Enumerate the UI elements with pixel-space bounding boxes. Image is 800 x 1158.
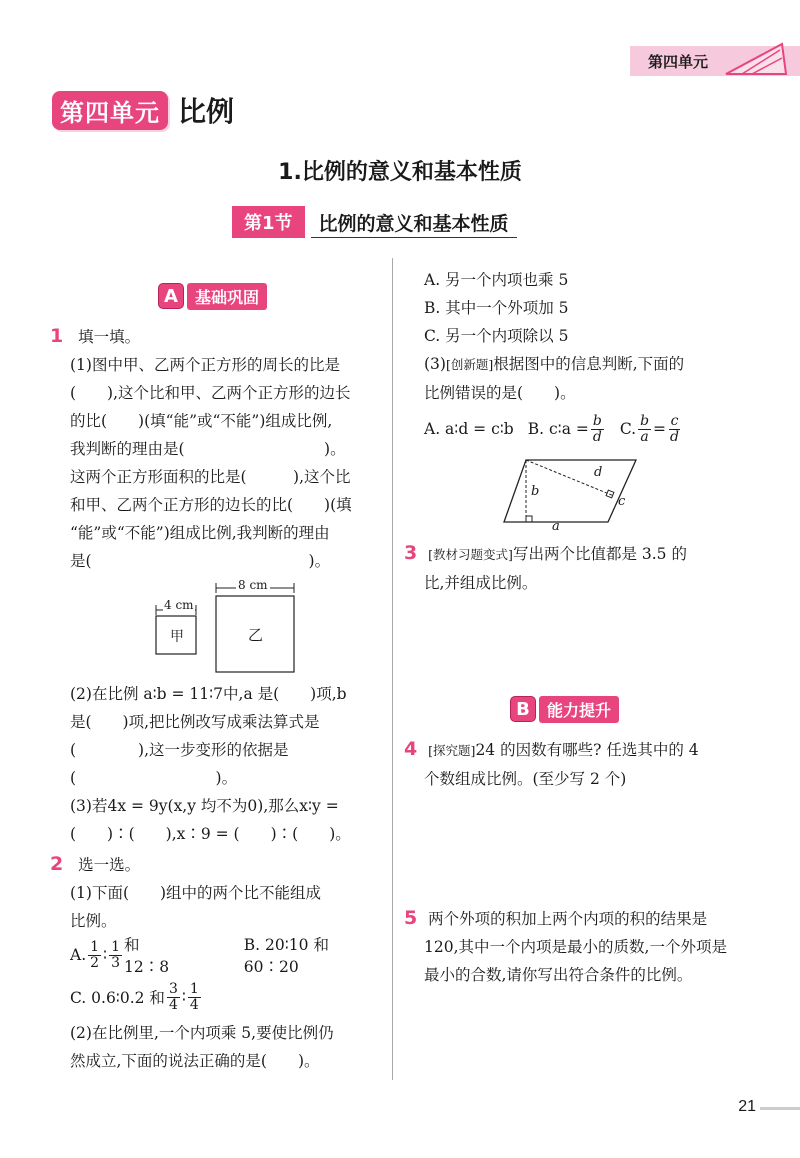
- q1-line: ( )∶( ),x∶9 = ( )∶( )。: [70, 825, 351, 843]
- unit-header-label: 第四单元: [648, 53, 709, 71]
- frac-den: 3: [111, 954, 121, 971]
- big-square-label: 乙: [248, 626, 264, 644]
- q1-line: 我判断的理由是( )。: [70, 440, 346, 458]
- q1-line: 和甲、乙两个正方形的边长的比( )(填: [70, 496, 352, 514]
- q2-option-c: C. 0.6∶0.2 和 $\frac{3}{4}$ ∶ $\frac{1}{4}$: [70, 980, 199, 1013]
- q2-option-a-prefix: A.: [70, 946, 87, 964]
- question-2-continued: [424, 266, 784, 451]
- choice-c-prefix: C.: [619, 420, 637, 438]
- q2-option-a-rest: 和 12∶8: [124, 936, 170, 976]
- q2-line: (2)在比例里,一个内项乘 5,要使比例仍: [70, 1024, 334, 1042]
- option-line: A. 另一个内项也乘 5: [424, 271, 569, 289]
- question-3: [404, 539, 784, 597]
- q2-option-b: B. 20∶10 和 60∶20: [243, 936, 329, 976]
- lesson-badge: 第1节: [232, 206, 305, 238]
- q5-text: 120,其中一个内项是最小的质数,一个外项是: [424, 938, 727, 956]
- q2-options-ab: A. $\frac{1}{2}$ ∶ $\frac{1}{3}$ 和 12∶8 B. 20∶10 和 60∶20: [70, 935, 385, 975]
- frac-den: d: [670, 428, 679, 445]
- small-square-length: 4 cm: [164, 598, 194, 612]
- section-b-badge: [510, 696, 619, 722]
- choice-b-prefix: B. c∶a =: [527, 420, 589, 438]
- section-a-badge: [158, 283, 267, 309]
- q3-number: 3: [404, 542, 418, 564]
- ruler-decoration-icon: [722, 40, 792, 80]
- frac-num: c: [670, 412, 679, 429]
- lesson-heading: [232, 206, 517, 238]
- big-square-length: 8 cm: [238, 578, 268, 592]
- frac-num: 3: [168, 980, 178, 997]
- section-b-letter: B: [510, 696, 536, 722]
- frac-den: a: [640, 428, 649, 445]
- q3-text: 写出两个比值都是 3.5 的: [512, 545, 687, 563]
- option-line: C. 另一个内项除以 5: [424, 327, 569, 345]
- question-1: [50, 322, 385, 575]
- q5-number: 5: [404, 907, 418, 929]
- section-a-letter: A: [158, 283, 184, 309]
- label-d: d: [594, 465, 603, 480]
- q2-3-choices: A. a∶d = c∶b B. c∶a = $\frac{b}{d}$ C. $\frac{b}{a}$ = $\frac{c}{d}$: [424, 412, 679, 445]
- unit-header-tab: [630, 46, 800, 76]
- q2-3-text: 根据图中的信息判断,下面的: [493, 355, 685, 373]
- q2-line: 比例。: [70, 912, 117, 930]
- q4-number: 4: [404, 738, 418, 760]
- small-square-label: 甲: [170, 629, 184, 645]
- q1-line: 是( )项,把比例改写成乘法算式是: [70, 713, 320, 731]
- q1-line: (1)图中甲、乙两个正方形的周长的比是: [70, 356, 340, 374]
- lesson-title: 比例的意义和基本性质: [311, 206, 517, 238]
- innovation-tag: [创新题]: [445, 357, 494, 372]
- frac-den: 4: [189, 996, 199, 1013]
- section-a-label: 基础巩固: [187, 283, 267, 310]
- q1-line: 这两个正方形面积的比是( ),这个比: [70, 468, 351, 486]
- frac-den: 2: [90, 954, 100, 971]
- q5-text: 两个外项的积加上两个内项的积的结果是: [428, 910, 708, 928]
- frac-num: b: [640, 412, 650, 429]
- chapter-title: 比例: [178, 95, 235, 128]
- frac-den: 4: [168, 996, 178, 1013]
- explore-tag: [探究题]: [428, 743, 476, 758]
- frac-num: 1: [90, 938, 100, 955]
- q1-number: 1: [50, 325, 64, 347]
- section-title: 1.比例的意义和基本性质: [278, 160, 522, 185]
- frac-num: b: [592, 412, 602, 429]
- q1-line: (2)在比例 a∶b = 11∶7中,a 是( )项,b: [70, 685, 347, 703]
- textbook-tag: [教材习题变式]: [428, 547, 513, 562]
- column-divider: [392, 258, 393, 1080]
- q1-line: 填一填。: [78, 328, 141, 346]
- q2-option-c-prefix: C. 0.6∶0.2 和: [70, 989, 165, 1007]
- q1-line: 的比( )(填“能”或“不能”)组成比例,: [70, 412, 333, 430]
- question-5: [404, 904, 784, 989]
- question-1-continued: [70, 680, 390, 848]
- frac-den: d: [592, 428, 602, 445]
- section-b-label: 能力提升: [539, 696, 619, 723]
- q1-line: (3)若4x = 9y(x,y 均不为0),那么x∶y =: [70, 797, 339, 815]
- choice-a: A. a∶d = c∶b: [424, 420, 514, 438]
- q1-line: 是( )。: [70, 552, 331, 570]
- chapter-heading: [52, 88, 234, 132]
- question-2: [50, 850, 385, 1075]
- page-number-rule: [760, 1107, 800, 1110]
- q2-number: 2: [50, 853, 64, 875]
- q2-3-label: (3): [424, 355, 446, 373]
- option-line: B. 其中一个外项加 5: [424, 299, 569, 317]
- q1-line: “能”或“不能”)组成比例,我判断的理由: [70, 524, 330, 542]
- q4-text: 个数组成比例。(至少写 2 个): [424, 770, 627, 788]
- parallelogram-figure: [500, 452, 650, 534]
- label-b: b: [531, 484, 540, 499]
- label-c: c: [618, 494, 626, 509]
- page-number: 21: [738, 1098, 756, 1115]
- q1-line: ( )。: [70, 769, 238, 787]
- frac-num: 1: [111, 938, 121, 955]
- q1-line: ( ),这一步变形的依据是: [70, 741, 289, 759]
- frac-num: 1: [189, 980, 199, 997]
- label-a: a: [552, 519, 560, 534]
- q5-text: 最小的合数,请你写出符合条件的比例。: [424, 966, 693, 984]
- q2-3-line: 比例错误的是( )。: [424, 384, 576, 402]
- q2-line: (1)下面( )组中的两个比不能组成: [70, 884, 322, 902]
- q2-line: 然成立,下面的说法正确的是( )。: [70, 1052, 320, 1070]
- q4-text: 24 的因数有哪些? 任选其中的 4: [475, 741, 699, 759]
- q1-line: ( ),这个比和甲、乙两个正方形的边长: [70, 384, 351, 402]
- q3-text: 比,并组成比例。: [424, 574, 538, 592]
- question-4: [404, 735, 784, 793]
- q2-line: 选一选。: [78, 856, 141, 874]
- chapter-badge: 第四单元: [52, 91, 168, 130]
